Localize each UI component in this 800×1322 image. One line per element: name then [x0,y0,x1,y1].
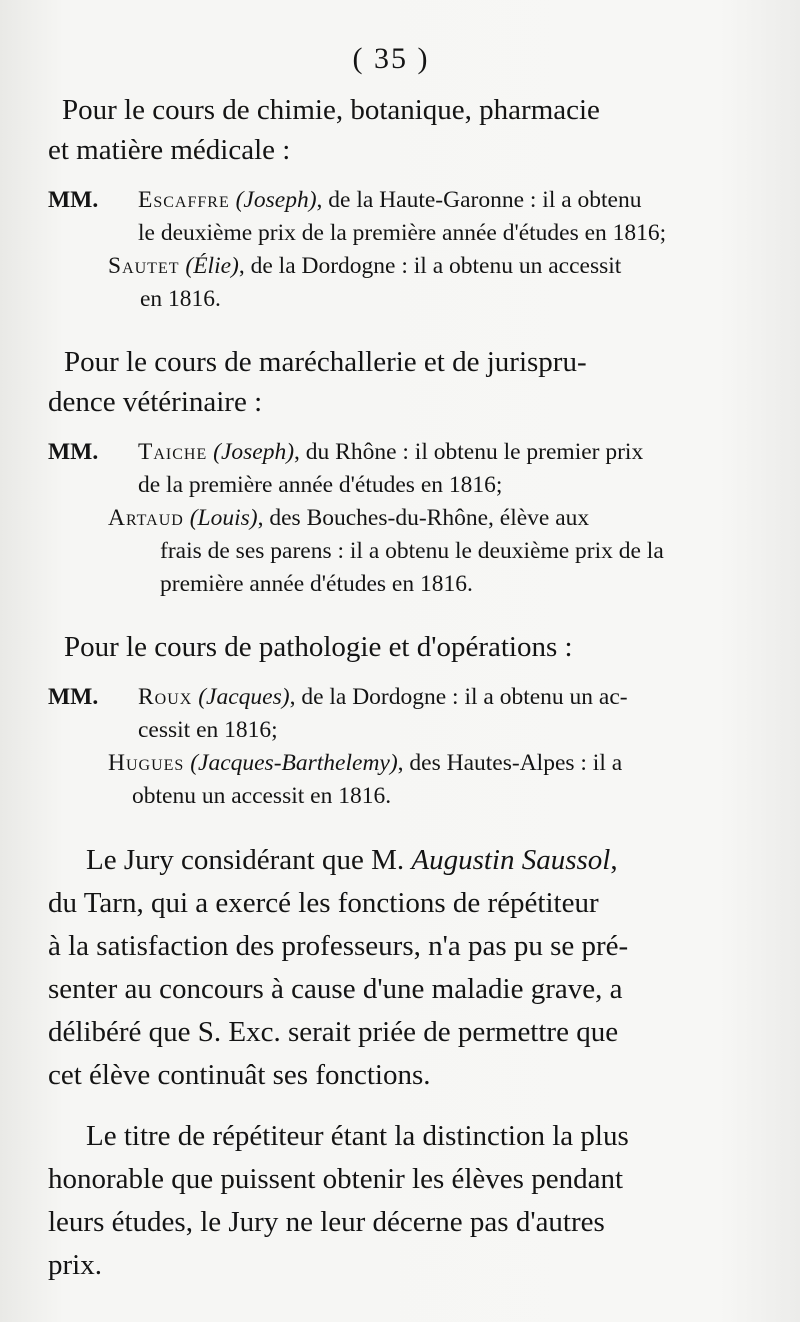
paragraph-line: à la satisfaction des professeurs, n'a pas pu se pré- [48,930,629,962]
paragraph-text: Le Jury considérant que M. [86,844,412,876]
entry-text: le deuxième prix de la première année d'études en 1816; [138,220,667,246]
laureate-entry [48,747,714,813]
heading-line: et matière médicale : [48,134,291,166]
laureate-surname: Roux [138,684,193,710]
entry-text: , des Bouches-du-Rhône, élève aux [257,505,590,531]
heading-line: dence vétérinaire : [48,386,263,418]
paragraph-line: leurs études, le Jury ne leur décerne pas d'autres [48,1206,605,1238]
laureate-surname: Sautet [108,253,180,279]
entry-prefix: MM. [48,684,99,710]
laureate-surname: Escaffre [138,187,230,213]
laureate-entry [48,681,714,747]
heading-line: Pour le cours de pathologie et d'opérations : [64,631,573,663]
entry-text: de la première année d'études en 1816; [138,472,503,498]
section-marechallerie [48,342,714,601]
paragraph-line: cet élève continuât ses fonctions. [48,1059,431,1091]
laureate-list [48,436,714,601]
laureate-list [48,184,714,316]
entry-text: , de la Dordogne : il a obtenu un accessit [238,253,622,279]
paragraph-text: , [610,844,618,876]
paragraph-line: senter au concours à cause d'une maladie grave, a [48,973,623,1005]
laureate-surname: Artaud [108,505,184,531]
section-heading [48,342,714,422]
laureate-given-name: (Jacques) [198,684,290,710]
laureate-given-name: (Jacques-Barthelemy) [190,750,398,776]
entry-text: , du Rhône : il obtenu le premier prix [294,439,644,465]
laureate-entry [48,184,714,250]
paragraph-line: honorable que puissent obtenir les élèves pendant [48,1163,624,1195]
laureate-entry [48,502,714,601]
laureate-surname: Hugues [108,750,185,776]
entry-text: , de la Dordogne : il a obtenu un ac- [289,684,628,710]
laureate-given-name: (Élie) [185,253,239,279]
paragraph-line: délibéré que S. Exc. serait priée de permettre que [48,1016,619,1048]
laureate-given-name: (Joseph) [213,439,295,465]
page-number: ( 35 ) [352,42,430,75]
entry-text: , des Hautes-Alpes : il a [397,750,623,776]
laureate-surname: Taiche [138,439,208,465]
paragraph-line [48,839,714,882]
entry-text: , de la Haute-Garonne : il a obtenu [316,187,642,213]
jury-paragraph-repetiteur [48,1115,714,1287]
section-chimie [48,90,714,316]
heading-line: Pour le cours de maréchallerie et de jurispru- [64,346,587,378]
entry-text: en 1816. [140,286,221,312]
section-pathologie [48,627,714,813]
laureate-entry [48,250,714,316]
entry-text: frais de ses parens : il a obtenu le deuxième prix de la [160,538,664,564]
paragraph-line: Le titre de répétiteur étant la distinction la plus [86,1120,629,1152]
heading-line: Pour le cours de chimie, botanique, pharmacie [62,94,600,126]
entry-text: obtenu un accessit en 1816. [132,783,392,809]
laureate-list [48,681,714,813]
entry-text: cessit en 1816; [138,717,278,743]
laureate-given-name: (Louis) [189,505,258,531]
paragraph-line: du Tarn, qui a exercé les fonctions de répétiteur [48,887,599,919]
paragraph-line: prix. [48,1249,102,1281]
laureate-entry [48,436,714,502]
section-heading [48,627,714,667]
jury-paragraph-saussol [48,839,714,1097]
entry-prefix: MM. [48,439,99,465]
entry-prefix: MM. [48,187,99,213]
laureate-given-name: (Joseph) [235,187,317,213]
section-heading [48,90,714,170]
entry-text: première année d'études en 1816. [160,571,473,597]
person-name: Augustin Saussol [411,844,611,876]
